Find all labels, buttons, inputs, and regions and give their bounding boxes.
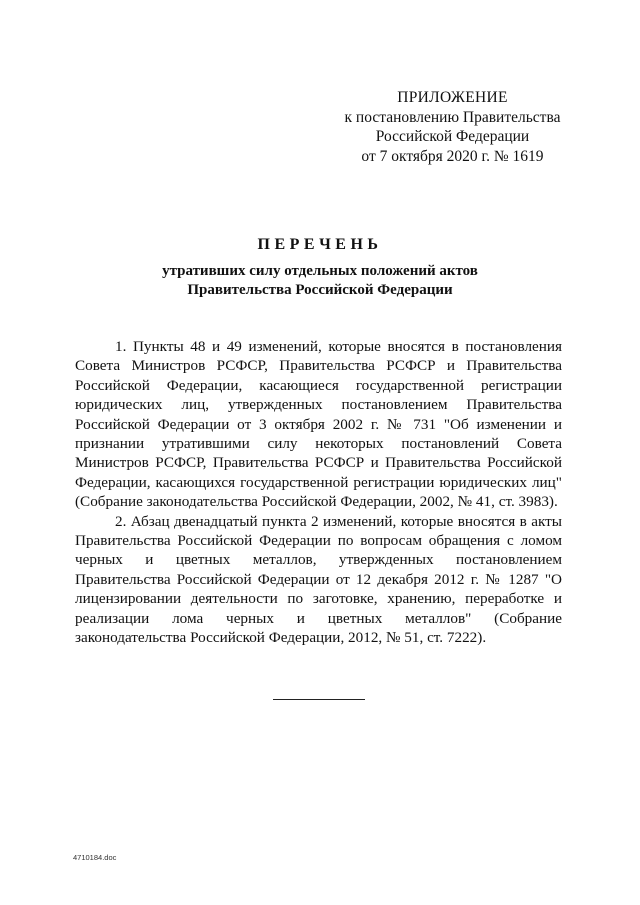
appendix-line-resolution: к постановлению Правительства	[344, 108, 561, 126]
list-item-1: 1. Пункты 48 и 49 изменений, которые вносятся в постановления Совета Министров РСФСР, Правительства РСФСР и Правительства Российской Федерации, касающиеся государственной регистрации юридических лиц, утвержденных постановлением Правительства Российской Федерации от 3 октября 2002 г. № 731 "Об изменении и признании утратившими силу некоторых постановлений Совета Министров РСФСР, Правительства РСФСР и Правительства Российской Федерации, касающихся государственной регистрации юридических лиц" (Собрание законодательства Российской Федерации, 2002, № 41, ст. 3983).	[75, 338, 562, 511]
footer-doc-code: 4710184.doc	[73, 853, 117, 862]
list-item-2: 2. Абзац двенадцатый пункта 2 изменений, которые вносятся в акты Правительства Российской Федерации по вопросам обращения с ломом черных и цветных металлов, утвержденных постановлением Правительства Российской Федерации от 12 декабря 2012 г. № 1287 "О лицензировании деятельности по заготовке, хранению, переработке и реализации лома черных и цветных металлов" (Собрание законодательства Российской Федерации, 2012, № 51, ст. 7222).	[75, 512, 562, 647]
appendix-line-date-number: от 7 октября 2020 г. № 1619	[361, 147, 544, 165]
document-subtitle	[70, 262, 570, 300]
subtitle-line-2: Правительства Российской Федерации	[187, 282, 453, 298]
closing-divider	[273, 699, 365, 700]
appendix-line-federation: Российской Федерации	[375, 128, 530, 145]
appendix-block	[330, 88, 575, 166]
document-title: ПЕРЕЧЕНЬ	[257, 236, 383, 253]
subtitle-line-1: утративших силу отдельных положений актов	[162, 263, 478, 279]
appendix-title: ПРИЛОЖЕНИЕ	[397, 89, 508, 106]
list-body	[75, 337, 562, 648]
